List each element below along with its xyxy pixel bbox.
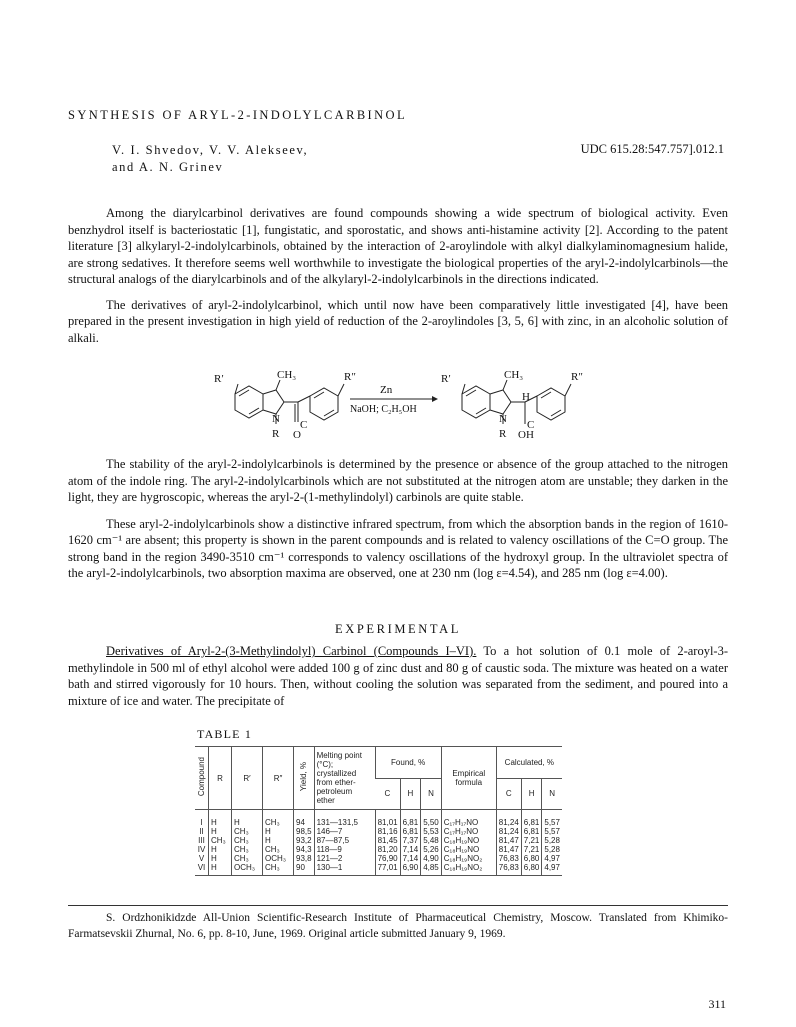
cell-formula: C₁₈H₁₉NO: [441, 845, 496, 854]
cell-found-n: 4,90: [421, 854, 442, 863]
th-calc-h: H: [521, 778, 542, 810]
cell-formula: C₁₇H₁₇NO: [441, 827, 496, 836]
cell-compound: V: [198, 854, 205, 863]
cell-calc-n: 5,57: [542, 827, 562, 836]
cell-calc-c: 81,47: [496, 836, 521, 845]
cell-r1: H: [232, 810, 263, 828]
cell-mp: 130—1: [314, 863, 375, 876]
cell-r2: CH₃: [263, 845, 294, 854]
cell-calc-n: 5,57: [542, 810, 562, 828]
th-r: R: [209, 747, 232, 810]
cell-calc-n: 5,28: [542, 836, 562, 845]
cell-r: H: [209, 854, 232, 863]
experimental-text: To a hot solution of 0.1 mole of 2-aroyl-3-methylindole in 500 ml of ethyl alcohol were added 100 g of zinc dust and 80 g of caustic soda. The mixture was heated on a water bath and stirred vigorously for 10 hours. Then, without cooling the solution was separated from the sediment, and poured into a mixture of ice and water. The precipitate of: [68, 644, 728, 708]
intro-section: [68, 205, 728, 346]
cell-found-c: 77,01: [375, 863, 400, 876]
table-caption: TABLE 1: [197, 727, 253, 741]
cell-calc-c: 81,24: [496, 810, 521, 828]
cell-mp: 118—9: [314, 845, 375, 854]
reactant-c: C: [300, 419, 308, 431]
cell-found-n: 5,50: [421, 810, 442, 828]
th-r1: R′: [232, 747, 263, 810]
udc-code: UDC 615.28:547.757].012.1: [580, 142, 724, 156]
intro-paragraph-1: Among the diarylcarbinol derivatives are found compounds showing a wide spectrum of biological activity. Even benzhydrol itself is bacteriostatic [1], fungistatic, and sporostatic, and shows anti-histamine activity [2]. According to the patent literature [3] alkylaryl-2-indolylcarbinols, obtained by the interaction of 2-aroylindole with alkyl dialkylaminomagnesium halide, are strong sedatives. It therefore seems well worthwhile to investigate the biological properties of the aryl-2-indolylcarbinols—the structural analogs of the diarylcarbinols and of the alkylaryl-2-indolylcarbinols in the directions indicated.: [68, 206, 728, 286]
cell-found-n: 5,26: [421, 845, 442, 854]
authors-line-1: V. I. Shvedov, V. V. Alekseev,: [112, 143, 309, 157]
reaction-scheme: [200, 366, 620, 450]
th-yield: Yield, %: [299, 762, 309, 792]
experimental-section: [68, 643, 728, 709]
cell-r2: CH₃: [263, 810, 294, 828]
cell-yield: 98,5: [294, 827, 315, 836]
cell-found-c: 81,20: [375, 845, 400, 854]
cell-found-h: 6,81: [400, 810, 421, 828]
product-structure: [462, 380, 571, 424]
cell-mp: 146—7: [314, 827, 375, 836]
cell-yield: 93,8: [294, 854, 315, 863]
product-ch3: CH₃: [504, 369, 524, 381]
cell-r1: CH₃: [232, 836, 263, 845]
cell-found-c: 81,45: [375, 836, 400, 845]
cell-found-h: 7,14: [400, 845, 421, 854]
cell-mp: 121—2: [314, 854, 375, 863]
cell-r2: CH₃: [263, 863, 294, 876]
cell-calc-c: 81,24: [496, 827, 521, 836]
cell-r: H: [209, 827, 232, 836]
cell-formula: C₁₈H₁₉NO₂: [441, 863, 496, 876]
th-found-n: N: [421, 778, 442, 810]
product-h: H: [522, 391, 530, 403]
authors-line-2: and A. N. Grinev: [112, 160, 224, 174]
cell-yield: 94: [294, 810, 315, 828]
cell-calc-n: 4,97: [542, 863, 562, 876]
footnote: [68, 910, 728, 942]
cell-found-n: 5,53: [421, 827, 442, 836]
product-r1: R′: [441, 373, 451, 385]
th-compound: Compound: [197, 757, 206, 797]
cell-found-h: 7,14: [400, 854, 421, 863]
authors: [112, 142, 308, 176]
cell-compound: III: [198, 836, 205, 845]
experimental-heading: EXPERIMENTAL: [334, 622, 462, 636]
cell-found-c: 76,90: [375, 854, 400, 863]
table-row: [195, 845, 562, 854]
product-oh: OH: [518, 429, 534, 441]
cell-found-c: 81,16: [375, 827, 400, 836]
product-n: N: [499, 413, 507, 425]
reactant-n: N: [272, 413, 280, 425]
th-formula: Empirical formula: [441, 747, 496, 810]
cell-calc-n: 5,28: [542, 845, 562, 854]
product-r2: R″: [571, 371, 583, 383]
cell-calc-h: 6,80: [521, 863, 542, 876]
cell-calc-h: 6,80: [521, 854, 542, 863]
th-mp: Melting point (°C); crystallized from ether-petroleum ether: [314, 747, 375, 810]
reactant-ch3: CH₃: [277, 369, 297, 381]
results-section: [68, 456, 728, 582]
footnote-text: S. Ordzhonikidzde All-Union Scientific-Research Institute of Pharmaceutical Chemistry, Moscow. Translated from Khimiko-Farmatsevskii Zhurnal, No. 6, pp. 8-10, June, 1969. Original article submitted January 9, 1969.: [68, 912, 728, 940]
cell-r1: CH₃: [232, 827, 263, 836]
cell-r: H: [209, 863, 232, 876]
cell-r: CH₃: [209, 836, 232, 845]
cell-calc-h: 6,81: [521, 810, 542, 828]
cell-calc-h: 6,81: [521, 827, 542, 836]
intro-paragraph-2: The derivatives of aryl-2-indolylcarbinol, which until now have been comparatively little investigated [4], have been prepared in the present investigation in high yield of reduction of the 2-aroylindoles [3, 5, 6] with zinc, in an alcoholic solution of alkali.: [68, 297, 728, 345]
th-r2: R″: [263, 747, 294, 810]
cell-found-n: 5,48: [421, 836, 442, 845]
table-row: [195, 854, 562, 863]
cell-compound: IV: [197, 845, 206, 854]
th-found-c: C: [375, 778, 400, 810]
reactant-r1: R′: [214, 373, 224, 385]
th-calc-c: C: [496, 778, 521, 810]
cell-compound: VI: [195, 863, 209, 876]
cell-formula: C₁₈H₁₉NO₂: [441, 854, 496, 863]
body-paragraph-4: These aryl-2-indolylcarbinols show a distinctive infrared spectrum, from which the absorption bands in the region of 1610-1620 cm⁻¹ are absent; this property is shown in the parent compounds and is related to valency oscillations of the C=O group. The strong band in the region 3490-3510 cm⁻¹ corresponds to valency oscillations of the hydroxyl group. In the ultraviolet spectra of the aryl-2-indolylcarbinols, two absorption maxima are observed, one at 230 nm (log ε=4.54), and 285 nm (log ε=4.00).: [68, 516, 728, 580]
product-r: R: [499, 428, 507, 440]
table-row: [195, 810, 562, 828]
experimental-subtitle: Derivatives of Aryl-2-(3-Methylindolyl) Carbinol (Compounds I–VI).: [106, 644, 477, 658]
cell-formula: C₁₈H₁₉NO: [441, 836, 496, 845]
cell-r: H: [209, 810, 232, 828]
th-found-h: H: [400, 778, 421, 810]
product-c: C: [527, 419, 535, 431]
cell-calc-h: 7,21: [521, 836, 542, 845]
cell-yield: 90: [294, 863, 315, 876]
cell-compound: I: [200, 818, 203, 827]
reactant-r: R: [272, 428, 280, 440]
th-calc-n: N: [542, 778, 562, 810]
cell-r1: CH₃: [232, 854, 263, 863]
cell-calc-c: 76,83: [496, 863, 521, 876]
cell-r2: OCH₃: [263, 854, 294, 863]
reactant-r2: R″: [344, 371, 356, 383]
table-row: [195, 827, 562, 836]
cell-yield: 93,2: [294, 836, 315, 845]
table-row: [195, 863, 562, 876]
cell-found-h: 6,90: [400, 863, 421, 876]
reactant-o: O: [293, 429, 301, 441]
paper-title: SYNTHESIS OF ARYL-2-INDOLYLCARBINOL: [68, 108, 408, 122]
footnote-divider: [68, 905, 728, 906]
cell-mp: 131—131,5: [314, 810, 375, 828]
cell-formula: C₁₇H₁₇NO: [441, 810, 496, 828]
cell-r2: H: [263, 836, 294, 845]
reactant-structure: [235, 380, 344, 424]
cell-found-h: 7,37: [400, 836, 421, 845]
reagent-naoh: NaOH; C₂H₅OH: [350, 404, 417, 415]
reagent-zn: Zn: [380, 384, 393, 396]
cell-r: H: [209, 845, 232, 854]
cell-calc-c: 81,47: [496, 845, 521, 854]
cell-calc-c: 76,83: [496, 854, 521, 863]
th-calculated: Calculated, %: [496, 747, 562, 779]
cell-found-n: 4,85: [421, 863, 442, 876]
table-row: [195, 836, 562, 845]
page-number: 311: [708, 997, 726, 1011]
cell-r1: CH₃: [232, 845, 263, 854]
cell-compound: II: [199, 827, 204, 836]
th-found: Found, %: [375, 747, 441, 779]
cell-mp: 87—87,5: [314, 836, 375, 845]
body-paragraph-3: The stability of the aryl-2-indolylcarbinols is determined by the presence or absence of the group attached to the nitrogen atom of the indole ring. The aryl-2-indolylcarbinols which are not substituted at the nitrogen atom are unstable; they darken in the light, they are hygroscopic, whereas the aryl-2-(1-methylindolyl) carbinols are quite stable.: [68, 457, 728, 504]
cell-found-h: 6,81: [400, 827, 421, 836]
cell-r2: H: [263, 827, 294, 836]
cell-found-c: 81,01: [375, 810, 400, 828]
cell-calc-n: 4,97: [542, 854, 562, 863]
cell-yield: 94,3: [294, 845, 315, 854]
table-1: [195, 746, 562, 876]
cell-r1: OCH₃: [232, 863, 263, 876]
cell-calc-h: 7,21: [521, 845, 542, 854]
